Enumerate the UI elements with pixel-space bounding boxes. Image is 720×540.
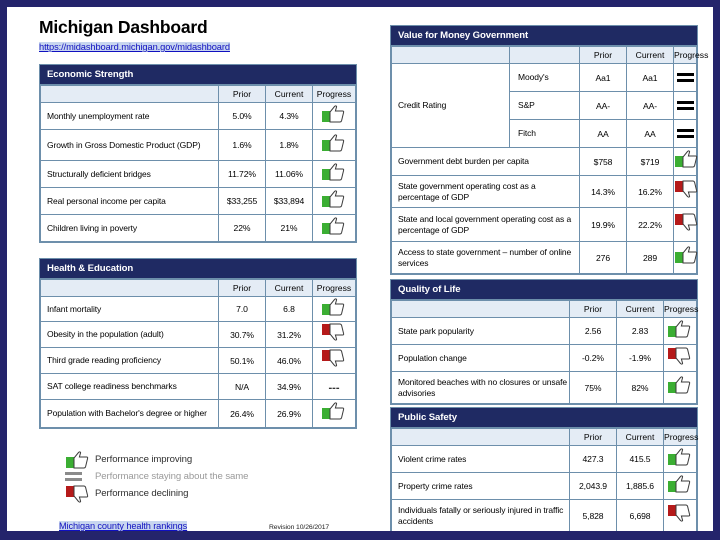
table-row: [392, 64, 697, 92]
col-current: Current: [627, 47, 674, 64]
col-prior: Prior: [580, 47, 627, 64]
cell-progress: [664, 372, 697, 404]
col-current: Current: [266, 280, 313, 297]
thumbs-up-icon: [321, 190, 347, 208]
column-header-row: [392, 301, 697, 318]
thumbs-down-icon: [321, 323, 347, 341]
thumbs-up-icon: [667, 376, 693, 394]
row-label: Monitored beaches with no closures or unsafe advisories: [392, 372, 570, 404]
table-health-education: [40, 279, 356, 428]
legend-row-improving: [65, 451, 248, 468]
col-current: Current: [617, 301, 664, 318]
dashboard-canvas: [7, 7, 713, 531]
thumbs-up-icon: [667, 320, 693, 338]
legend-label-declining: Performance declining: [95, 488, 189, 499]
cell-prior: 427.3: [570, 446, 617, 473]
cell-prior: $758: [580, 148, 627, 176]
credit-rating-label: Credit Rating: [392, 64, 510, 148]
row-label: Government debt burden per capita: [392, 148, 580, 176]
cell-current: 2.83: [617, 318, 664, 345]
col-blank: [392, 47, 510, 64]
county-health-rankings-link[interactable]: Michigan county health rankings: [59, 521, 188, 531]
cell-prior: 30.7%: [219, 322, 266, 348]
table-row: [392, 345, 697, 372]
cell-progress: [313, 297, 356, 322]
thumbs-up-icon: [321, 134, 347, 152]
dashboard-url-link[interactable]: https://midashboard.michigan.gov/midashboard: [39, 42, 230, 52]
cell-prior: AA-: [580, 92, 627, 120]
cell-current: 6.8: [266, 297, 313, 322]
row-label: Monthly unemployment rate: [41, 103, 219, 130]
thumbs-up-icon: [667, 475, 693, 493]
panel-quality-of-life: [390, 279, 698, 405]
cell-current: $719: [627, 148, 674, 176]
row-label: Infant mortality: [41, 297, 219, 322]
page-title: Michigan Dashboard: [39, 17, 208, 37]
cell-progress: [674, 92, 697, 120]
legend-label-improving: Performance improving: [95, 454, 193, 465]
cell-progress: [313, 161, 356, 188]
thumbs-down-icon: [667, 504, 693, 522]
cell-prior: Aa1: [580, 64, 627, 92]
cell-progress: [674, 242, 697, 274]
row-label: Structurally deficient bridges: [41, 161, 219, 188]
cell-progress: [313, 103, 356, 130]
row-label: Violent crime rates: [392, 446, 570, 473]
col-prior: Prior: [219, 86, 266, 103]
title-block: [39, 17, 230, 55]
thumbs-up-icon: [321, 217, 347, 235]
panel-title-economic-strength: Economic Strength: [40, 65, 356, 85]
row-label: Growth in Gross Domestic Product (GDP): [41, 130, 219, 161]
col-prior: Prior: [570, 301, 617, 318]
thumbs-up-icon: [321, 105, 347, 123]
table-row: [41, 188, 356, 215]
table-row: [392, 176, 697, 208]
cell-progress: [674, 64, 697, 92]
credit-agency-name: Moody's: [510, 64, 580, 92]
cell-progress: [313, 188, 356, 215]
column-header-row: [392, 47, 697, 64]
row-label: Population change: [392, 345, 570, 372]
cell-progress: [664, 345, 697, 372]
col-blank-2: [510, 47, 580, 64]
row-label: Third grade reading proficiency: [41, 348, 219, 374]
cell-current: 31.2%: [266, 322, 313, 348]
cell-prior: 1.6%: [219, 130, 266, 161]
revision-date: Revision 10/26/2017: [269, 524, 330, 531]
legend-label-same: Performance staying about the same: [95, 471, 249, 482]
equals-icon: [677, 129, 694, 138]
not-available-icon: ---: [328, 381, 340, 394]
cell-current: 11.06%: [266, 161, 313, 188]
cell-current: AA: [627, 120, 674, 148]
table-row: [392, 473, 697, 500]
column-header-row: [41, 86, 356, 103]
col-prior: Prior: [570, 429, 617, 446]
panel-title-quality-of-life: Quality of Life: [391, 280, 697, 300]
cell-current: 46.0%: [266, 348, 313, 374]
col-blank: [41, 86, 219, 103]
cell-prior: 7.0: [219, 297, 266, 322]
cell-progress: [313, 215, 356, 242]
thumbs-up-icon: [321, 402, 347, 420]
col-progress: Progress: [313, 280, 356, 297]
thumbs-down-icon: [674, 180, 700, 198]
table-row: [41, 130, 356, 161]
table-row: [41, 297, 356, 322]
thumbs-up-icon: [65, 451, 91, 469]
equals-icon: [65, 472, 82, 481]
cell-current: 26.9%: [266, 400, 313, 428]
legend-row-same: [65, 468, 248, 485]
thumbs-down-icon: [321, 349, 347, 367]
table-row: [392, 446, 697, 473]
row-label: State and local government operating cost as a percentage of GDP: [392, 208, 580, 242]
cell-prior: 14.3%: [580, 176, 627, 208]
table-public-safety: [391, 428, 697, 532]
column-header-row: [392, 429, 697, 446]
cell-prior: 22%: [219, 215, 266, 242]
panel-value-for-money-government: [390, 25, 709, 275]
cell-progress: [313, 400, 356, 428]
col-progress: Progress: [674, 47, 697, 64]
cell-progress: [664, 500, 697, 532]
cell-prior: 26.4%: [219, 400, 266, 428]
col-blank: [392, 301, 570, 318]
row-label: SAT college readiness benchmarks: [41, 374, 219, 400]
cell-prior: $33,255: [219, 188, 266, 215]
row-label: Property crime rates: [392, 473, 570, 500]
cell-progress: [664, 318, 697, 345]
cell-prior: 19.9%: [580, 208, 627, 242]
cell-prior: 2,043.9: [570, 473, 617, 500]
cell-progress: [313, 348, 356, 374]
cell-progress: [313, 374, 356, 400]
col-progress: Progress: [664, 301, 697, 318]
col-progress: Progress: [664, 429, 697, 446]
cell-current: 16.2%: [627, 176, 674, 208]
equals-icon: [677, 73, 694, 82]
cell-progress: [664, 446, 697, 473]
legend-row-declining: [65, 485, 248, 502]
cell-current: 289: [627, 242, 674, 274]
thumbs-up-icon: [674, 150, 700, 168]
thumbs-down-icon: [667, 347, 693, 365]
legend: [65, 451, 248, 502]
cell-current: 21%: [266, 215, 313, 242]
thumbs-down-icon: [674, 213, 700, 231]
panel-health-education: [39, 258, 357, 429]
col-prior: Prior: [219, 280, 266, 297]
table-row: [41, 215, 356, 242]
cell-current: 34.9%: [266, 374, 313, 400]
table-row: [392, 242, 697, 274]
table-row: [392, 148, 697, 176]
table-row: [41, 348, 356, 374]
thumbs-down-icon: [65, 485, 91, 503]
cell-progress: [674, 120, 697, 148]
thumbs-up-icon: [321, 298, 347, 316]
cell-current: 1.8%: [266, 130, 313, 161]
col-current: Current: [617, 429, 664, 446]
thumbs-up-icon: [667, 448, 693, 466]
cell-progress: [313, 130, 356, 161]
cell-current: 22.2%: [627, 208, 674, 242]
cell-prior: 5.0%: [219, 103, 266, 130]
row-label: Individuals fatally or seriously injured in traffic accidents: [392, 500, 570, 532]
cell-current: -1.9%: [617, 345, 664, 372]
cell-prior: -0.2%: [570, 345, 617, 372]
cell-current: AA-: [627, 92, 674, 120]
panel-public-safety: [390, 407, 698, 533]
cell-prior: 50.1%: [219, 348, 266, 374]
cell-current: 1,885.6: [617, 473, 664, 500]
cell-progress: [674, 176, 697, 208]
cell-prior: 75%: [570, 372, 617, 404]
equals-icon: [65, 472, 95, 481]
credit-agency-name: Fitch: [510, 120, 580, 148]
table-row: [41, 322, 356, 348]
col-blank: [41, 280, 219, 297]
table-economic-strength: [40, 85, 356, 242]
cell-current: $33,894: [266, 188, 313, 215]
row-label: Obesity in the population (adult): [41, 322, 219, 348]
cell-current: 4.3%: [266, 103, 313, 130]
cell-prior: 2.56: [570, 318, 617, 345]
cell-prior: 5,828: [570, 500, 617, 532]
cell-progress: [664, 473, 697, 500]
row-label: State park popularity: [392, 318, 570, 345]
table-row: [41, 161, 356, 188]
cell-prior: AA: [580, 120, 627, 148]
cell-current: 82%: [617, 372, 664, 404]
row-label: Access to state government – number of online services: [392, 242, 580, 274]
table-row: [392, 372, 697, 404]
row-label: Children living in poverty: [41, 215, 219, 242]
col-current: Current: [266, 86, 313, 103]
cell-progress: [674, 148, 697, 176]
panel-title-health-education: Health & Education: [40, 259, 356, 279]
cell-prior: 11.72%: [219, 161, 266, 188]
panel-economic-strength: [39, 64, 357, 243]
row-label: Population with Bachelor's degree or higher: [41, 400, 219, 428]
cell-progress: [674, 208, 697, 242]
row-label: State government operating cost as a percentage of GDP: [392, 176, 580, 208]
credit-agency-name: S&P: [510, 92, 580, 120]
cell-prior: N/A: [219, 374, 266, 400]
table-row: [392, 500, 697, 532]
table-quality-of-life: [391, 300, 697, 404]
table-row: [392, 208, 697, 242]
table-row: [392, 318, 697, 345]
thumbs-up-icon: [321, 163, 347, 181]
row-label: Real personal income per capita: [41, 188, 219, 215]
thumbs-down-icon: [65, 485, 95, 503]
table-value-for-money-government: [391, 46, 709, 274]
cell-current: 415.5: [617, 446, 664, 473]
cell-prior: 276: [580, 242, 627, 274]
table-row: [41, 103, 356, 130]
thumbs-up-icon: [674, 246, 700, 264]
col-progress: Progress: [313, 86, 356, 103]
equals-icon: [677, 101, 694, 110]
thumbs-up-icon: [65, 451, 95, 469]
col-blank: [392, 429, 570, 446]
table-row: [41, 374, 356, 400]
cell-progress: [313, 322, 356, 348]
panel-title-value-for-money-government: Value for Money Government: [391, 26, 697, 46]
cell-current: 6,698: [617, 500, 664, 532]
table-row: [41, 400, 356, 428]
column-header-row: [41, 280, 356, 297]
panel-title-public-safety: Public Safety: [391, 408, 697, 428]
cell-current: Aa1: [627, 64, 674, 92]
